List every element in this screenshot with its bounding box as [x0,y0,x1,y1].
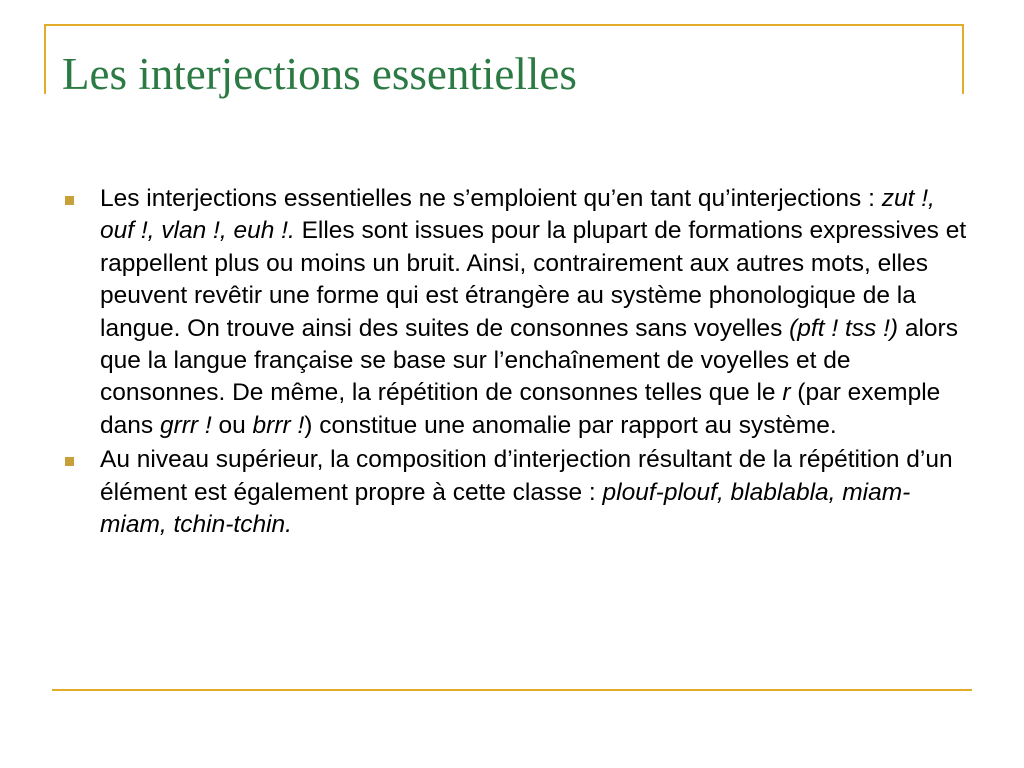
italic-example: zut !, ouf !, vlan !, euh !. [100,185,935,245]
text-run: ) constitue une anomalie par rapport au système. [304,411,837,439]
square-bullet-icon [65,196,74,205]
text-run: ou [211,411,253,439]
italic-example: r [782,379,791,407]
text-run: Les interjections essentielles ne s’emploient qu’en tant qu’interjections : [100,185,882,212]
bullet-item-2 [65,444,973,541]
italic-example: brrr ! [252,411,305,439]
bullet-text [100,183,973,442]
text-run: Elles sont issues pour la plupart de formations expressives et rappellent plus ou moins un bruit. Ainsi, contrairement aux autres mots, elles peuvent revêtir une forme qui est étrangère au système phonologique de la langue. On trouve ainsi des suites de consonnes sans voyelles [100,217,967,342]
square-bullet-icon [65,457,74,466]
italic-example: plouf-plouf, blablabla, miam-miam, tchin-tchin. [100,478,911,539]
text-run: (par exemple dans [100,379,941,439]
bullet-text [100,444,973,541]
italic-example: (pft ! tss !) [789,314,899,342]
bullet-list [65,183,973,543]
bullet-item-1 [65,183,973,442]
italic-example: grrr ! [159,411,212,439]
right-rule [962,24,964,94]
bottom-rule [52,689,972,691]
left-rule [44,24,46,94]
top-rule [44,24,964,26]
slide-title: Les interjections essentielles [62,49,577,99]
text-run: alors que la langue française se base sur l’enchaînement de voyelles et de consonnes. De même, la répétition de consonnes telles que le [100,314,958,407]
text-run: Au niveau supérieur, la composition d’interjection résultant de la répétition d’un élément est également propre à cette classe : [100,446,953,506]
